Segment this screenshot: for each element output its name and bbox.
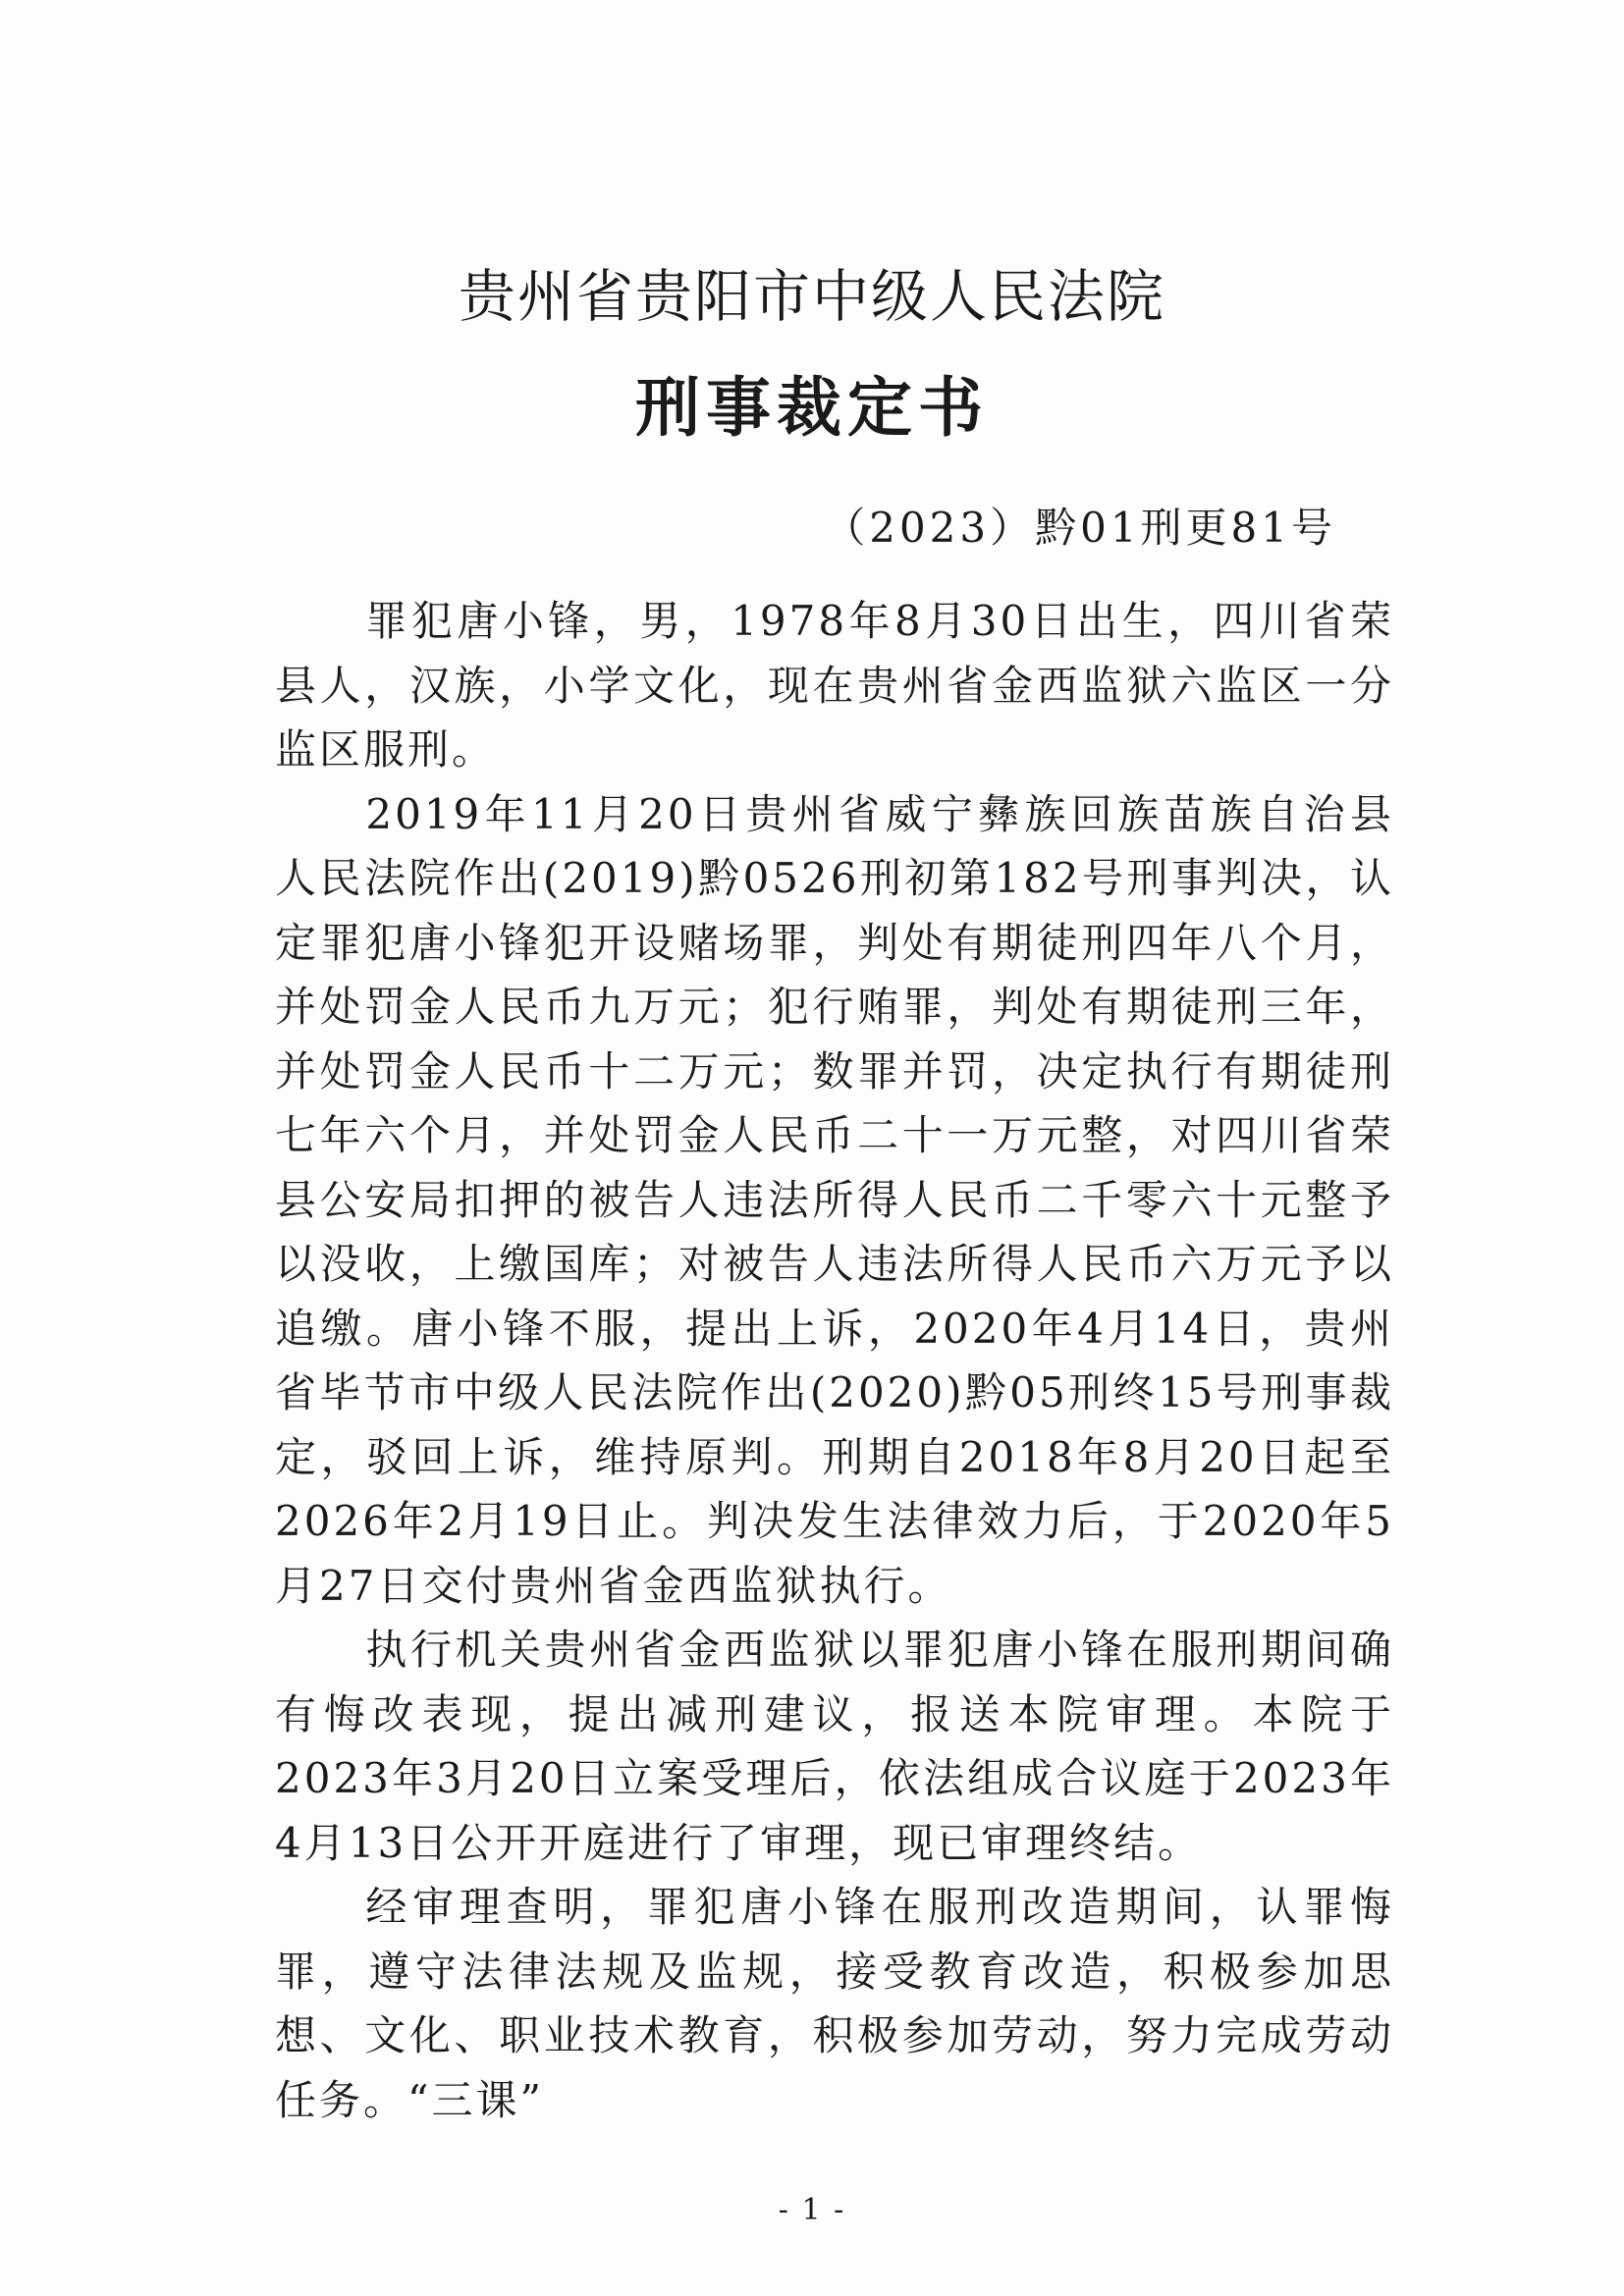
paragraph-commutation-proposal: 执行机关贵州省金西监狱以罪犯唐小锋在服刑期间确有悔改表现，提出减刑建议，报送本院审理。本院于2023年3月20日立案受理后，依法组成合议庭于2023年4月13日公开开庭进行了审理，现已审理终结。 <box>275 1626 1394 1867</box>
case-number: （2023）黔01刑更81号 <box>824 504 1336 552</box>
court-name: 贵州省贵阳市中级人民法院 <box>458 263 1165 330</box>
document-body <box>275 589 1394 2132</box>
paragraph-findings: 经审理查明，罪犯唐小锋在服刑改造期间，认罪悔罪，遵守法律法规及监规，接受教育改造，积极参加思想、文化、职业技术教育，积极参加劳动，努力完成劳动任务。“三课” <box>275 1883 1394 2124</box>
paragraph-defendant-info: 罪犯唐小锋，男，1978年8月30日出生，四川省荣县人，汉族，小学文化，现在贵州省金西监狱六监区一分监区服刑。 <box>275 597 1394 774</box>
paragraph-original-judgment: 2019年11月20日贵州省威宁彝族回族苗族自治县人民法院作出(2019)黔0526刑初第182号刑事判决，认定罪犯唐小锋犯开设赌场罪，判处有期徒刑四年八个月，并处罚金人民币九万元；犯行贿罪，判处有期徒刑三年，并处罚金人民币十二万元；数罪并罚，决定执行有期徒刑七年六个月，并处罚金人民币二十一万元整，对四川省荣县公安局扣押的被告人违法所得人民币二千零六十元整予以没收，上缴国库；对被告人违法所得人民币六万元予以追缴。唐小锋不服，提出上诉，2020年4月14日，贵州省毕节市中级人民法院作出(2020)黔05刑终15号刑事裁定，驳回上诉，维持原判。刑期自2018年8月20日起至2026年2月19日止。判决发生法律效力后，于2020年5月27日交付贵州省金西监狱执行。 <box>275 789 1394 1610</box>
document-title: 刑事裁定书 <box>635 370 989 446</box>
page-number: - 1 - <box>778 2193 846 2227</box>
